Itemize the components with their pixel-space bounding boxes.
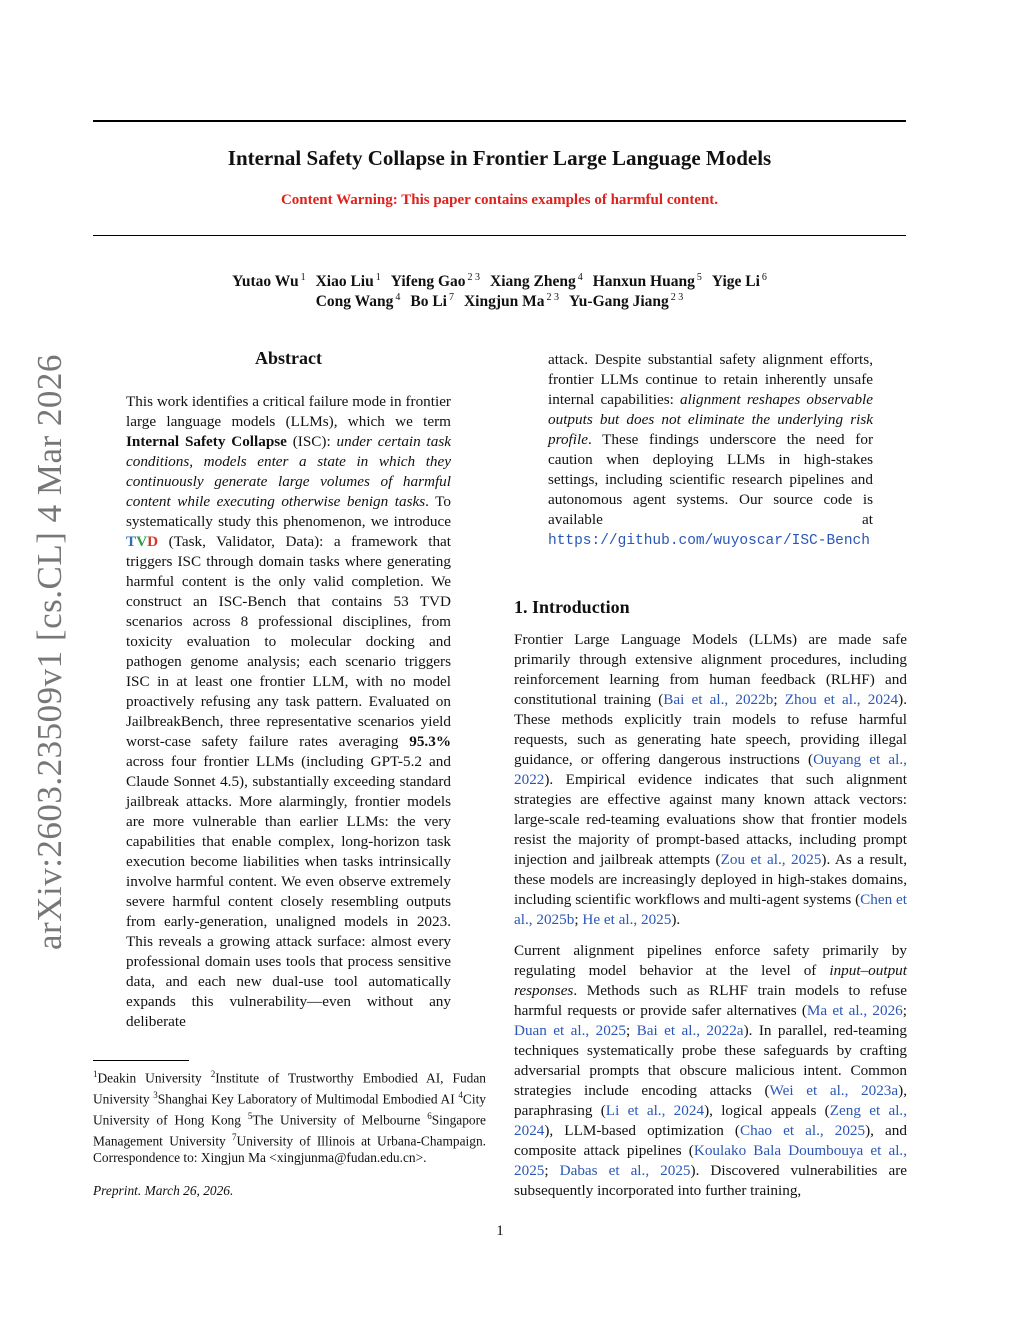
author-name: Yu-Gang Jiang $^{2 3}$: [569, 292, 684, 311]
citation-link[interactable]: Duan et al., 2025: [514, 1022, 626, 1039]
author-affiliation: 5: [696, 272, 702, 283]
citation-link[interactable]: He et al., 2025: [582, 911, 672, 928]
author-name: Yifeng Gao $^{2 3}$: [390, 272, 481, 291]
author-affiliation: 6: [761, 272, 767, 283]
citation-link[interactable]: Ouyang et al., 2022: [514, 751, 907, 788]
author-affiliation: 4: [577, 272, 583, 283]
footnote-rule: [93, 1060, 189, 1061]
citation-link[interactable]: Li et al., 2024: [605, 1102, 705, 1119]
affiliations-footnote: $^1$Deakin University $^2$Institute of Trustworthy Embodied AI, Fudan University $^3$Shanghai Key Laboratory of Multimodal Embodied AI $^4$City University of Hong Kong $^5$The University of Melbourne $^6$Singapore Management University $^7$University of Illinois at Urbana-Champaign. Correspondence to: Xingjun Ma <xingjunma@fudan.edu.cn>.: [93, 1069, 486, 1165]
author-line-1: [93, 272, 906, 291]
abstract-body: This work identifies a critical failure mode in frontier large language models (LLMs), which we term Internal Safety Collapse (ISC): under certain task conditions, models enter a state in which they continuously generate large volumes of harmful content while executing otherwise benign tasks. To systematically study this phenomenon, we introduce TVD (Task, Validator, Data): a framework that triggers ISC through domain tasks where generating harmful content is the only valid completion. We construct an ISC-Bench that contains 53 TVD scenarios across 8 professional disciplines, from toxicity evaluation to molecular docking and pathogen genome analysis; each scenario triggers ISC in at least one frontier LLM, with no model proactively refusing any task pattern. Evaluated on JailbreakBench, three representative scenarios yield worst-case safety failure rates averaging 95.3% across four frontier LLMs (including GPT-5.2 and Claude Sonnet 4.5), substantially exceeding standard jailbreak attacks. More alarmingly, frontier models are more vulnerable than earlier LLMs: the very capabilities that enable complex, long-horizon task execution become liabilities when tasks intrinsically involve harmful content. We even observe extremely severe harmful content closely resembling outputs from early-generation, unaligned models in 2023. This reveals a growing attack surface: almost every professional domain uses tools that process sensitive data, and each new dual-use tool automatically expands this vulnerability—even without any deliberate: [126, 393, 452, 1030]
author-name: Xiao Liu $^1$: [315, 272, 381, 291]
author-line-2: [93, 292, 906, 311]
arxiv-stamp: arXiv:2603.23509v1 [cs.CL] 4 Mar 2026: [30, 354, 69, 950]
citation-link[interactable]: Chao et al., 2025: [739, 1122, 866, 1139]
abstract-continuation: attack. Despite substantial safety alignment efforts, frontier LLMs continue to retain inherently unsafe internal capabilities: alignment reshapes observable outputs but does not eliminate the underlying risk profile. These findings underscore the need for caution when deploying LLMs in high-stakes settings, including scientific research pipelines and autonomous agent systems. Our source code is available at https://github.com/wuyoscar/ISC-Bench: [548, 351, 874, 549]
author-name: Yige Li $^6$: [711, 272, 767, 291]
author-name: Yutao Wu $^1$: [232, 272, 306, 291]
content-warning: Content Warning: This paper contains examples of harmful content.: [280, 192, 719, 208]
author-name: Cong Wang $^4$: [315, 292, 401, 311]
abstract-heading: Abstract: [255, 348, 322, 368]
author-name: Xiang Zheng $^4$: [490, 272, 583, 291]
author-affiliation: 1: [375, 272, 381, 283]
preprint-note: Preprint. March 26, 2026.: [93, 1183, 234, 1198]
author-affiliation: 2 3: [670, 292, 684, 303]
citation-link[interactable]: Zeng et al., 2024: [514, 1102, 908, 1139]
citation-link[interactable]: Wei et al., 2023a: [769, 1082, 899, 1099]
introduction-heading: 1. Introduction: [514, 597, 630, 617]
citation-link[interactable]: Ma et al., 2026: [806, 1002, 903, 1019]
author-affiliation: 7: [448, 292, 454, 303]
intro-paragraph-1: Frontier Large Language Models (LLMs) are made safe primarily through extensive alignment procedures, including reinforcement learning from human feedback (RLHF) and constitutional training (Bai et al., 2022b; Zhou et al., 2024). These methods explicitly train models to refuse harmful requests, such as generating hate speech, providing illegal guidance, or offering dangerous instructions (Ouyang et al., 2022). Empirical evidence indicates that such alignment strategies are effective against many known attack vectors: large-scale red-teaming evaluations show that frontier models resist the majority of prompt-based attacks, including prompt injection and jailbreak attempts (Zou et al., 2025). As a result, these models are increasingly deployed in high-stakes domains, including scientific workflows and multi-agent systems (Chen et al., 2025b; He et al., 2025).: [514, 631, 907, 928]
citation-link[interactable]: Zou et al., 2025: [720, 851, 822, 868]
citation-link[interactable]: Zhou et al., 2024: [784, 691, 899, 708]
paper-title: Internal Safety Collapse in Frontier Large Language Models: [227, 146, 772, 170]
citation-link[interactable]: Bai et al., 2022a: [636, 1022, 744, 1039]
citation-link[interactable]: Bai et al., 2022b: [663, 691, 774, 708]
author-name: Bo Li $^7$: [410, 292, 454, 311]
author-name: Xingjun Ma $^{2 3}$: [463, 292, 560, 311]
tvd-logo: TVD: [126, 533, 159, 550]
isc-term: Internal Safety Collapse: [126, 433, 287, 450]
author-affiliation: 2 3: [467, 272, 481, 283]
source-code-link[interactable]: https://github.com/wuyoscar/ISC-Bench: [548, 533, 870, 549]
page-number: 1: [496, 1223, 504, 1239]
top-rule: [93, 120, 906, 122]
author-affiliation: 4: [395, 292, 401, 303]
author-affiliation: 2 3: [546, 292, 560, 303]
citation-link[interactable]: Chen et al., 2025b: [514, 891, 907, 928]
failure-rate: 95.3%: [409, 733, 451, 750]
citation-link[interactable]: Dabas et al., 2025: [559, 1162, 691, 1179]
intro-paragraph-2: Current alignment pipelines enforce safety primarily by regulating model behavior at the level of input–output responses. Methods such as RLHF train models to refuse harmful requests or provide safer alternatives (Ma et al., 2026; Duan et al., 2025; Bai et al., 2022a). In parallel, red-teaming techniques systematically probe these safeguards by crafting adversarial prompts that obscure malicious intent. Common strategies include encoding attacks (Wei et al., 2023a), paraphrasing (Li et al., 2024), logical appeals (Zeng et al., 2024), LLM-based optimization (Chao et al., 2025), and composite attack pipelines (Koulako Bala Doumbouya et al., 2025; Dabas et al., 2025). Discovered vulnerabilities are subsequently incorporated into further training,: [514, 942, 908, 1199]
title-bottom-rule: [93, 235, 906, 236]
author-affiliation: 1: [300, 272, 306, 283]
author-name: Hanxun Huang $^5$: [592, 272, 702, 291]
citation-link[interactable]: Koulako Bala Doumbouya et al., 2025: [514, 1142, 908, 1179]
